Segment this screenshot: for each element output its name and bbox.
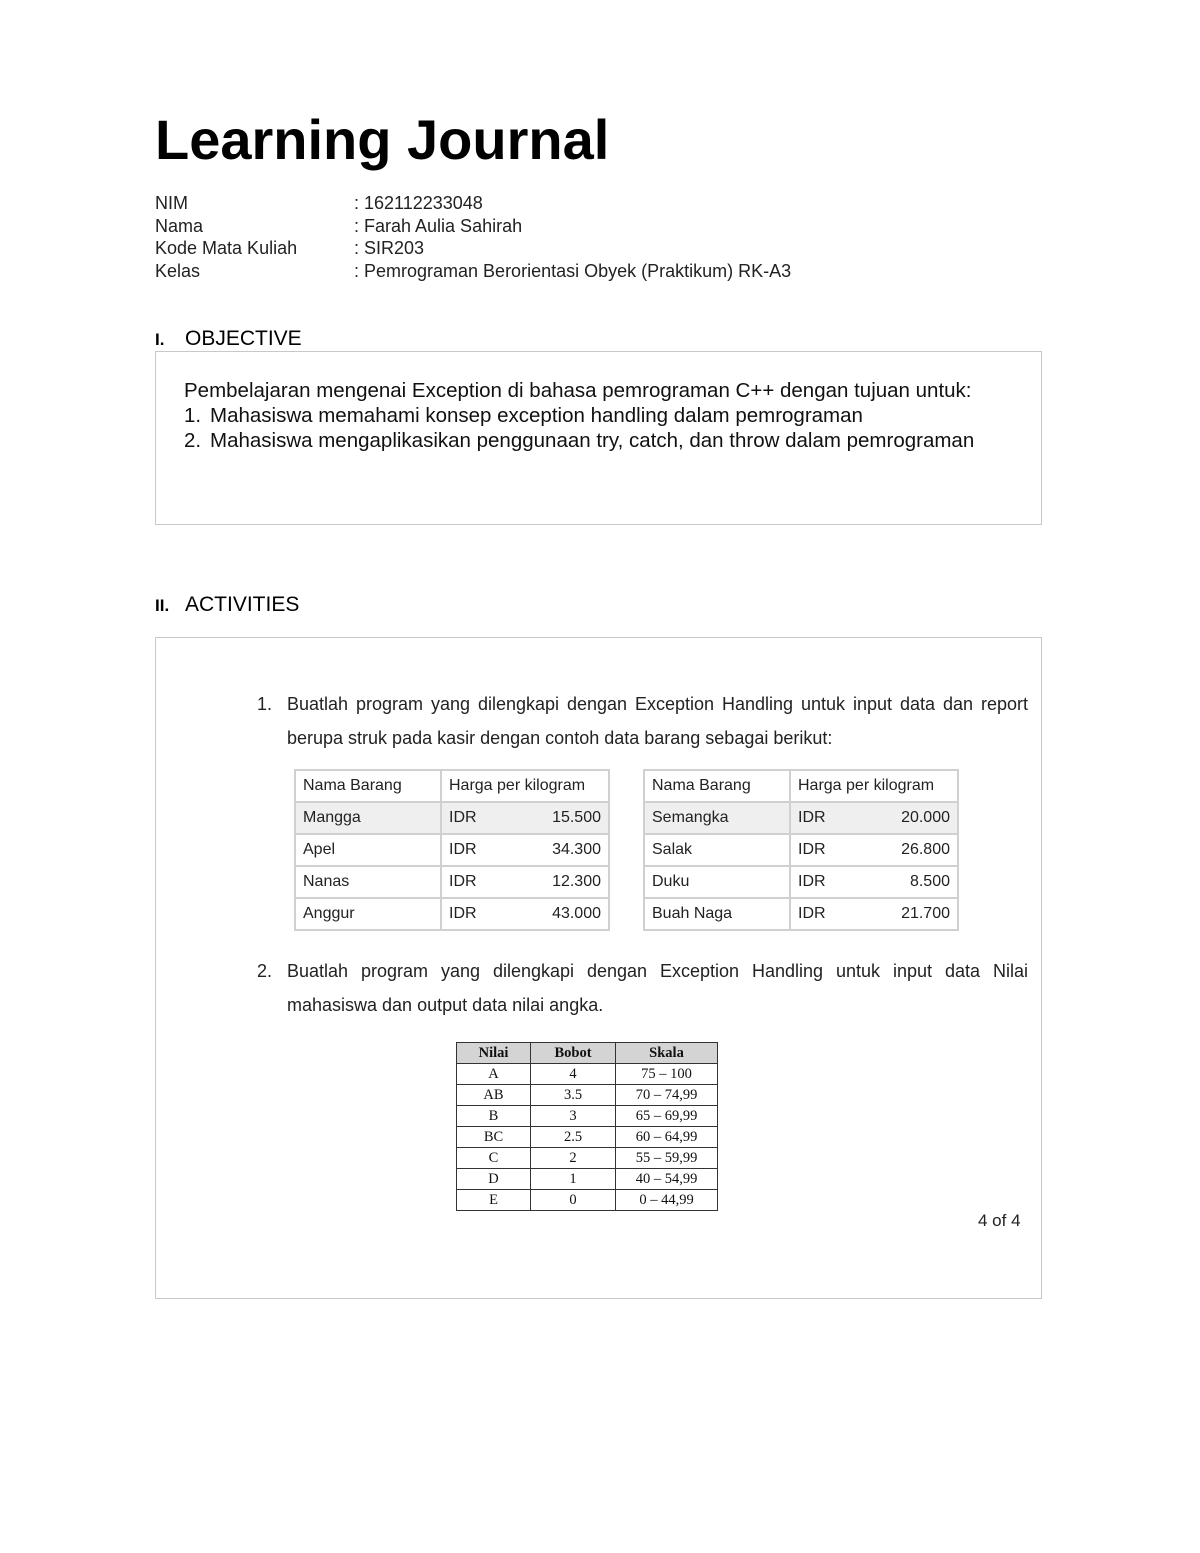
grade-scale: 75 – 100 (616, 1064, 718, 1085)
task-text: Buatlah program yang dilengkapi dengan Exception Handling untuk input data Nilai mahasiswa dan output data nilai angka. (287, 961, 1028, 1015)
currency: IDR (798, 905, 826, 922)
table-row (295, 802, 609, 834)
item-name: Nanas (295, 866, 441, 898)
table-row (644, 898, 958, 930)
list-number: 1. (184, 404, 202, 427)
column-header: Harga per kilogram (441, 770, 609, 802)
table-row (644, 802, 958, 834)
grade-weight: 4 (531, 1064, 616, 1085)
section-number: I. (155, 330, 165, 349)
amount: 8.500 (909, 873, 950, 890)
amount: 34.300 (552, 841, 601, 858)
objective-content (184, 378, 1004, 453)
list-number: 2. (184, 429, 202, 452)
list-text: Mahasiswa memahami konsep exception handling dalam pemrograman (210, 404, 863, 427)
price-table-right (643, 769, 959, 931)
item-name: Mangga (295, 802, 441, 834)
grade-scale: 70 – 74,99 (616, 1085, 718, 1106)
item-price (441, 898, 609, 930)
meta-value: : Pemrograman Berorientasi Obyek (Praktikum) RK-A3 (354, 260, 792, 281)
grade-weight: 1 (531, 1169, 616, 1190)
grade-weight: 2.5 (531, 1127, 616, 1148)
item-name: Apel (295, 834, 441, 866)
table-row (295, 834, 609, 866)
currency: IDR (449, 905, 477, 922)
grade-letter: C (457, 1148, 531, 1169)
currency: IDR (798, 873, 826, 890)
list-item (184, 428, 1004, 453)
meta-row-nama (155, 215, 791, 238)
table-header-row (644, 770, 958, 802)
list-item (184, 403, 1004, 428)
grade-scale: 60 – 64,99 (616, 1127, 718, 1148)
table-row (295, 898, 609, 930)
amount: 15.500 (552, 809, 601, 826)
item-price (441, 802, 609, 834)
column-header: Skala (616, 1043, 718, 1064)
objective-heading (155, 326, 302, 353)
item-price (790, 898, 958, 930)
price-table-left (294, 769, 610, 931)
task-1 (257, 687, 1028, 755)
amount: 20.000 (901, 809, 950, 826)
item-name: Anggur (295, 898, 441, 930)
grade-letter: E (457, 1190, 531, 1211)
amount: 12.300 (552, 873, 601, 890)
meta-row-nim (155, 192, 791, 215)
item-name: Semangka (644, 802, 790, 834)
student-info (155, 192, 791, 282)
grade-letter: D (457, 1169, 531, 1190)
item-name: Duku (644, 866, 790, 898)
grade-letter: B (457, 1106, 531, 1127)
item-name: Buah Naga (644, 898, 790, 930)
task-text: Buatlah program yang dilengkapi dengan Exception Handling untuk input data dan report berupa struk pada kasir dengan contoh data barang sebagai berikut: (287, 694, 1028, 748)
meta-row-kelas (155, 260, 791, 283)
page-title: Learning Journal (155, 108, 610, 171)
table-header-row (457, 1043, 718, 1064)
objective-box (155, 351, 1042, 525)
table-header-row (295, 770, 609, 802)
meta-value: : 162112233048 (354, 193, 483, 213)
grade-letter: BC (457, 1127, 531, 1148)
table-row (457, 1106, 718, 1127)
table-row (457, 1169, 718, 1190)
section-number: II. (155, 596, 170, 615)
table-row (457, 1148, 718, 1169)
item-price (441, 866, 609, 898)
item-name: Salak (644, 834, 790, 866)
activities-heading (155, 592, 299, 619)
currency: IDR (449, 841, 477, 858)
grade-scale: 0 – 44,99 (616, 1190, 718, 1211)
meta-value: : Farah Aulia Sahirah (354, 215, 523, 236)
table-row (644, 866, 958, 898)
grade-weight: 3 (531, 1106, 616, 1127)
page-indicator: 4 of 4 (978, 1211, 1021, 1230)
grade-scale: 65 – 69,99 (616, 1106, 718, 1127)
meta-value: : SIR203 (354, 238, 425, 258)
amount: 26.800 (901, 841, 950, 858)
meta-label: Kode Mata Kuliah (155, 238, 298, 258)
task-number: 2. (257, 961, 273, 981)
item-price (790, 834, 958, 866)
objective-intro: Pembelajaran mengenai Exception di bahasa pemrograman C++ dengan tujuan untuk: (184, 379, 972, 402)
item-price (790, 866, 958, 898)
grade-table (456, 1042, 718, 1211)
table-row (457, 1064, 718, 1085)
grade-scale: 40 – 54,99 (616, 1169, 718, 1190)
table-row (457, 1127, 718, 1148)
grade-letter: AB (457, 1085, 531, 1106)
grade-letter: A (457, 1064, 531, 1085)
currency: IDR (798, 809, 826, 826)
meta-label: Kelas (155, 260, 201, 281)
grade-weight: 0 (531, 1190, 616, 1211)
column-header: Bobot (531, 1043, 616, 1064)
currency: IDR (449, 809, 477, 826)
meta-label: NIM (155, 193, 188, 213)
grade-weight: 2 (531, 1148, 616, 1169)
objective-list (184, 403, 1004, 453)
table-row (457, 1085, 718, 1106)
column-header: Harga per kilogram (790, 770, 958, 802)
table-row (644, 834, 958, 866)
section-title: ACTIVITIES (185, 593, 300, 616)
column-header: Nama Barang (295, 770, 441, 802)
task-2 (257, 954, 1028, 1022)
table-row (295, 866, 609, 898)
currency: IDR (449, 873, 477, 890)
column-header: Nama Barang (644, 770, 790, 802)
grade-scale: 55 – 59,99 (616, 1148, 718, 1169)
amount: 43.000 (552, 905, 601, 922)
item-price (441, 834, 609, 866)
activities-box (155, 637, 1042, 1299)
amount: 21.700 (901, 905, 950, 922)
table-row (457, 1190, 718, 1211)
column-header: Nilai (457, 1043, 531, 1064)
grade-weight: 3.5 (531, 1085, 616, 1106)
item-price (790, 802, 958, 834)
currency: IDR (798, 841, 826, 858)
meta-label: Nama (155, 215, 204, 236)
section-title: OBJECTIVE (185, 327, 302, 350)
list-text: Mahasiswa mengaplikasikan penggunaan try, catch, dan throw dalam pemrograman (210, 429, 975, 452)
task-number: 1. (257, 694, 273, 714)
meta-row-kode (155, 237, 791, 260)
